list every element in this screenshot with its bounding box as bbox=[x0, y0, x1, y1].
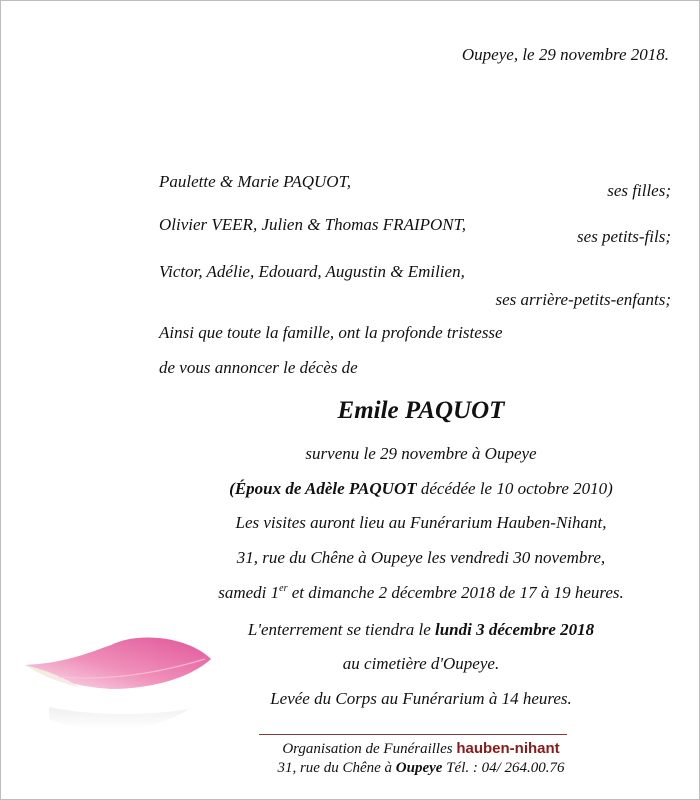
spouse-name: (Époux de Adèle PAQUOT bbox=[229, 479, 417, 498]
dateline: Oupeye, le 29 novembre 2018. bbox=[461, 45, 669, 64]
burial-line bbox=[181, 620, 661, 640]
spouse-death-date: décédée le 10 octobre 2010) bbox=[416, 479, 613, 498]
family-names-daughters: Paulette & Marie PAQUOT, bbox=[159, 172, 352, 191]
visits-line-1: Les visites auront lieu au Funérarium Hauben-Nihant, bbox=[235, 513, 607, 532]
announcement-line-1: Ainsi que toute la famille, ont la profonde tristesse bbox=[159, 323, 503, 342]
footer-address-phone: Tél. : 04/ 264.00.76 bbox=[442, 760, 565, 776]
death-date-place: survenu le 29 novembre à Oupeye bbox=[305, 444, 537, 463]
levee-line: Levée du Corps au Funérarium à 14 heures. bbox=[270, 689, 572, 708]
lotus-petal-illustration bbox=[19, 629, 219, 759]
footer-address bbox=[181, 760, 661, 777]
burial-date: lundi 3 décembre 2018 bbox=[435, 620, 595, 639]
footer-divider bbox=[259, 734, 567, 735]
visits-line-3-end: et dimanche 2 décembre 2018 de 17 à 19 heures. bbox=[287, 583, 624, 602]
visits-line-3-start: samedi 1 bbox=[218, 583, 280, 602]
deceased-name: Emile PAQUOT bbox=[337, 397, 505, 424]
spouse-line bbox=[181, 479, 661, 499]
footer-address-town: Oupeye bbox=[395, 760, 443, 776]
burial-intro: L'enterrement se tiendra le bbox=[247, 620, 435, 639]
footer-organisation bbox=[181, 740, 661, 758]
footer-brand: hauben-nihant bbox=[456, 740, 560, 757]
footer-address-start: 31, rue du Chêne à bbox=[277, 760, 396, 776]
family-names-great-grandchildren: Victor, Adélie, Edouard, Augustin & Emilien, bbox=[159, 262, 465, 281]
ordinal-suffix: er bbox=[279, 583, 288, 594]
family-names-grandsons: Olivier VEER, Julien & Thomas FRAIPONT, bbox=[159, 215, 467, 234]
visits-line-2: 31, rue du Chêne à Oupeye les vendredi 30 novembre, bbox=[236, 548, 606, 567]
footer-org-prefix: Organisation de Funérailles bbox=[282, 741, 457, 757]
family-relation-great-grandchildren: ses arrière-petits-enfants; bbox=[495, 290, 671, 309]
visits-line-3 bbox=[181, 583, 661, 603]
family-relation-daughters: ses filles; bbox=[607, 181, 671, 200]
family-relation-grandsons: ses petits-fils; bbox=[577, 227, 671, 246]
announcement-line-2: de vous annoncer le décès de bbox=[159, 358, 358, 377]
burial-place: au cimetière d'Oupeye. bbox=[342, 654, 500, 673]
